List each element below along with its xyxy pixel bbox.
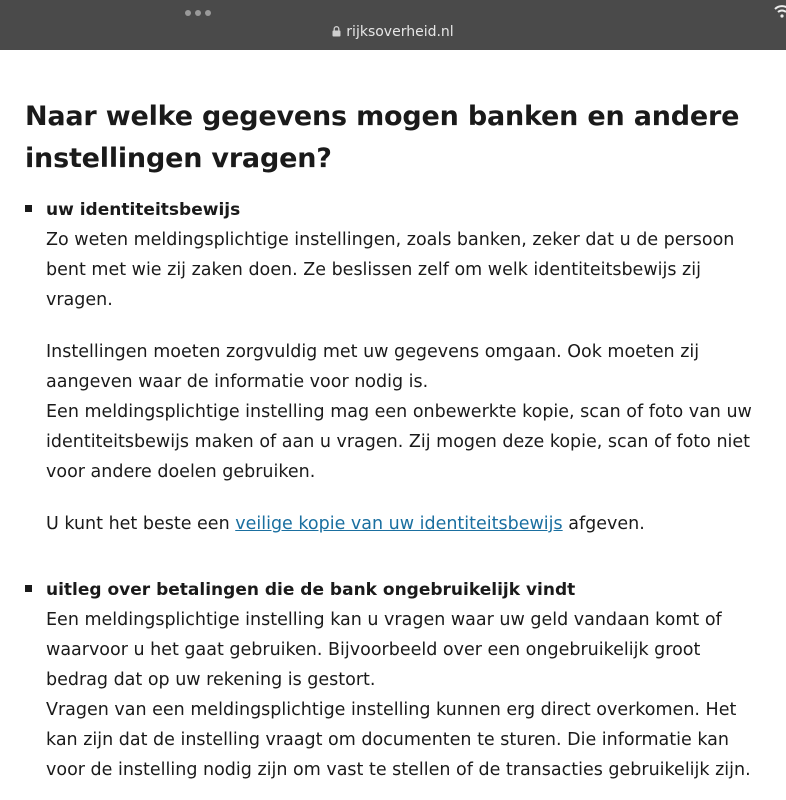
safe-copy-link[interactable]: veilige kopie van uw identiteitsbewijs — [235, 514, 563, 534]
paragraph: Zo weten meldingsplichtige instellingen, zoals banken, zeker dat u de persoon bent met wie zij zaken doen. Ze beslissen zelf om welk identiteitsbewijs zij vragen. — [46, 230, 735, 310]
address-bar[interactable] — [0, 24, 786, 40]
paragraph: Een meldingsplichtige instelling mag een onbewerkte kopie, scan of foto van uw identiteitsbewijs maken of aan u vragen. Zij mogen deze kopie, scan of foto niet voor andere doelen gebruiken. — [46, 402, 752, 482]
item-title: uw identiteitsbewijs — [46, 200, 241, 220]
list-item-payments — [25, 575, 765, 785]
bullet-icon — [25, 205, 32, 212]
more-dots-icon[interactable] — [185, 10, 211, 16]
wifi-icon — [774, 4, 786, 18]
bullet-icon — [25, 585, 32, 592]
list-item-identity — [25, 195, 765, 539]
paragraph: U kunt het beste een veilige kopie van uw identiteitsbewijs afgeven. — [46, 514, 645, 534]
lock-icon — [332, 26, 341, 37]
article — [25, 96, 765, 785]
item-title: uitleg over betalingen die de bank ongebruikelijk vindt — [46, 580, 576, 600]
paragraph: Een meldingsplichtige instelling kan u vragen waar uw geld vandaan komt of waarvoor u het gaat gebruiken. Bijvoorbeeld over een ongebruikelijk groot bedrag dat op uw rekening is gestort. — [46, 610, 722, 690]
paragraph: Vragen van een meldingsplichtige instelling kunnen erg direct overkomen. Het kan zijn dat de instelling vraagt om documenten te sturen. Die informatie kan voor de instelling nodig zijn om vast te stellen of de transacties gebruikelijk zijn. — [46, 700, 751, 780]
page-title: Naar welke gegevens mogen banken en andere instellingen vragen? — [25, 101, 740, 174]
browser-toolbar — [0, 0, 786, 50]
requested-data-list — [25, 195, 765, 785]
url-text: rijksoverheid.nl — [346, 24, 454, 40]
paragraph: Instellingen moeten zorgvuldig met uw gegevens omgaan. Ook moeten zij aangeven waar de informatie voor nodig is. — [46, 342, 700, 392]
